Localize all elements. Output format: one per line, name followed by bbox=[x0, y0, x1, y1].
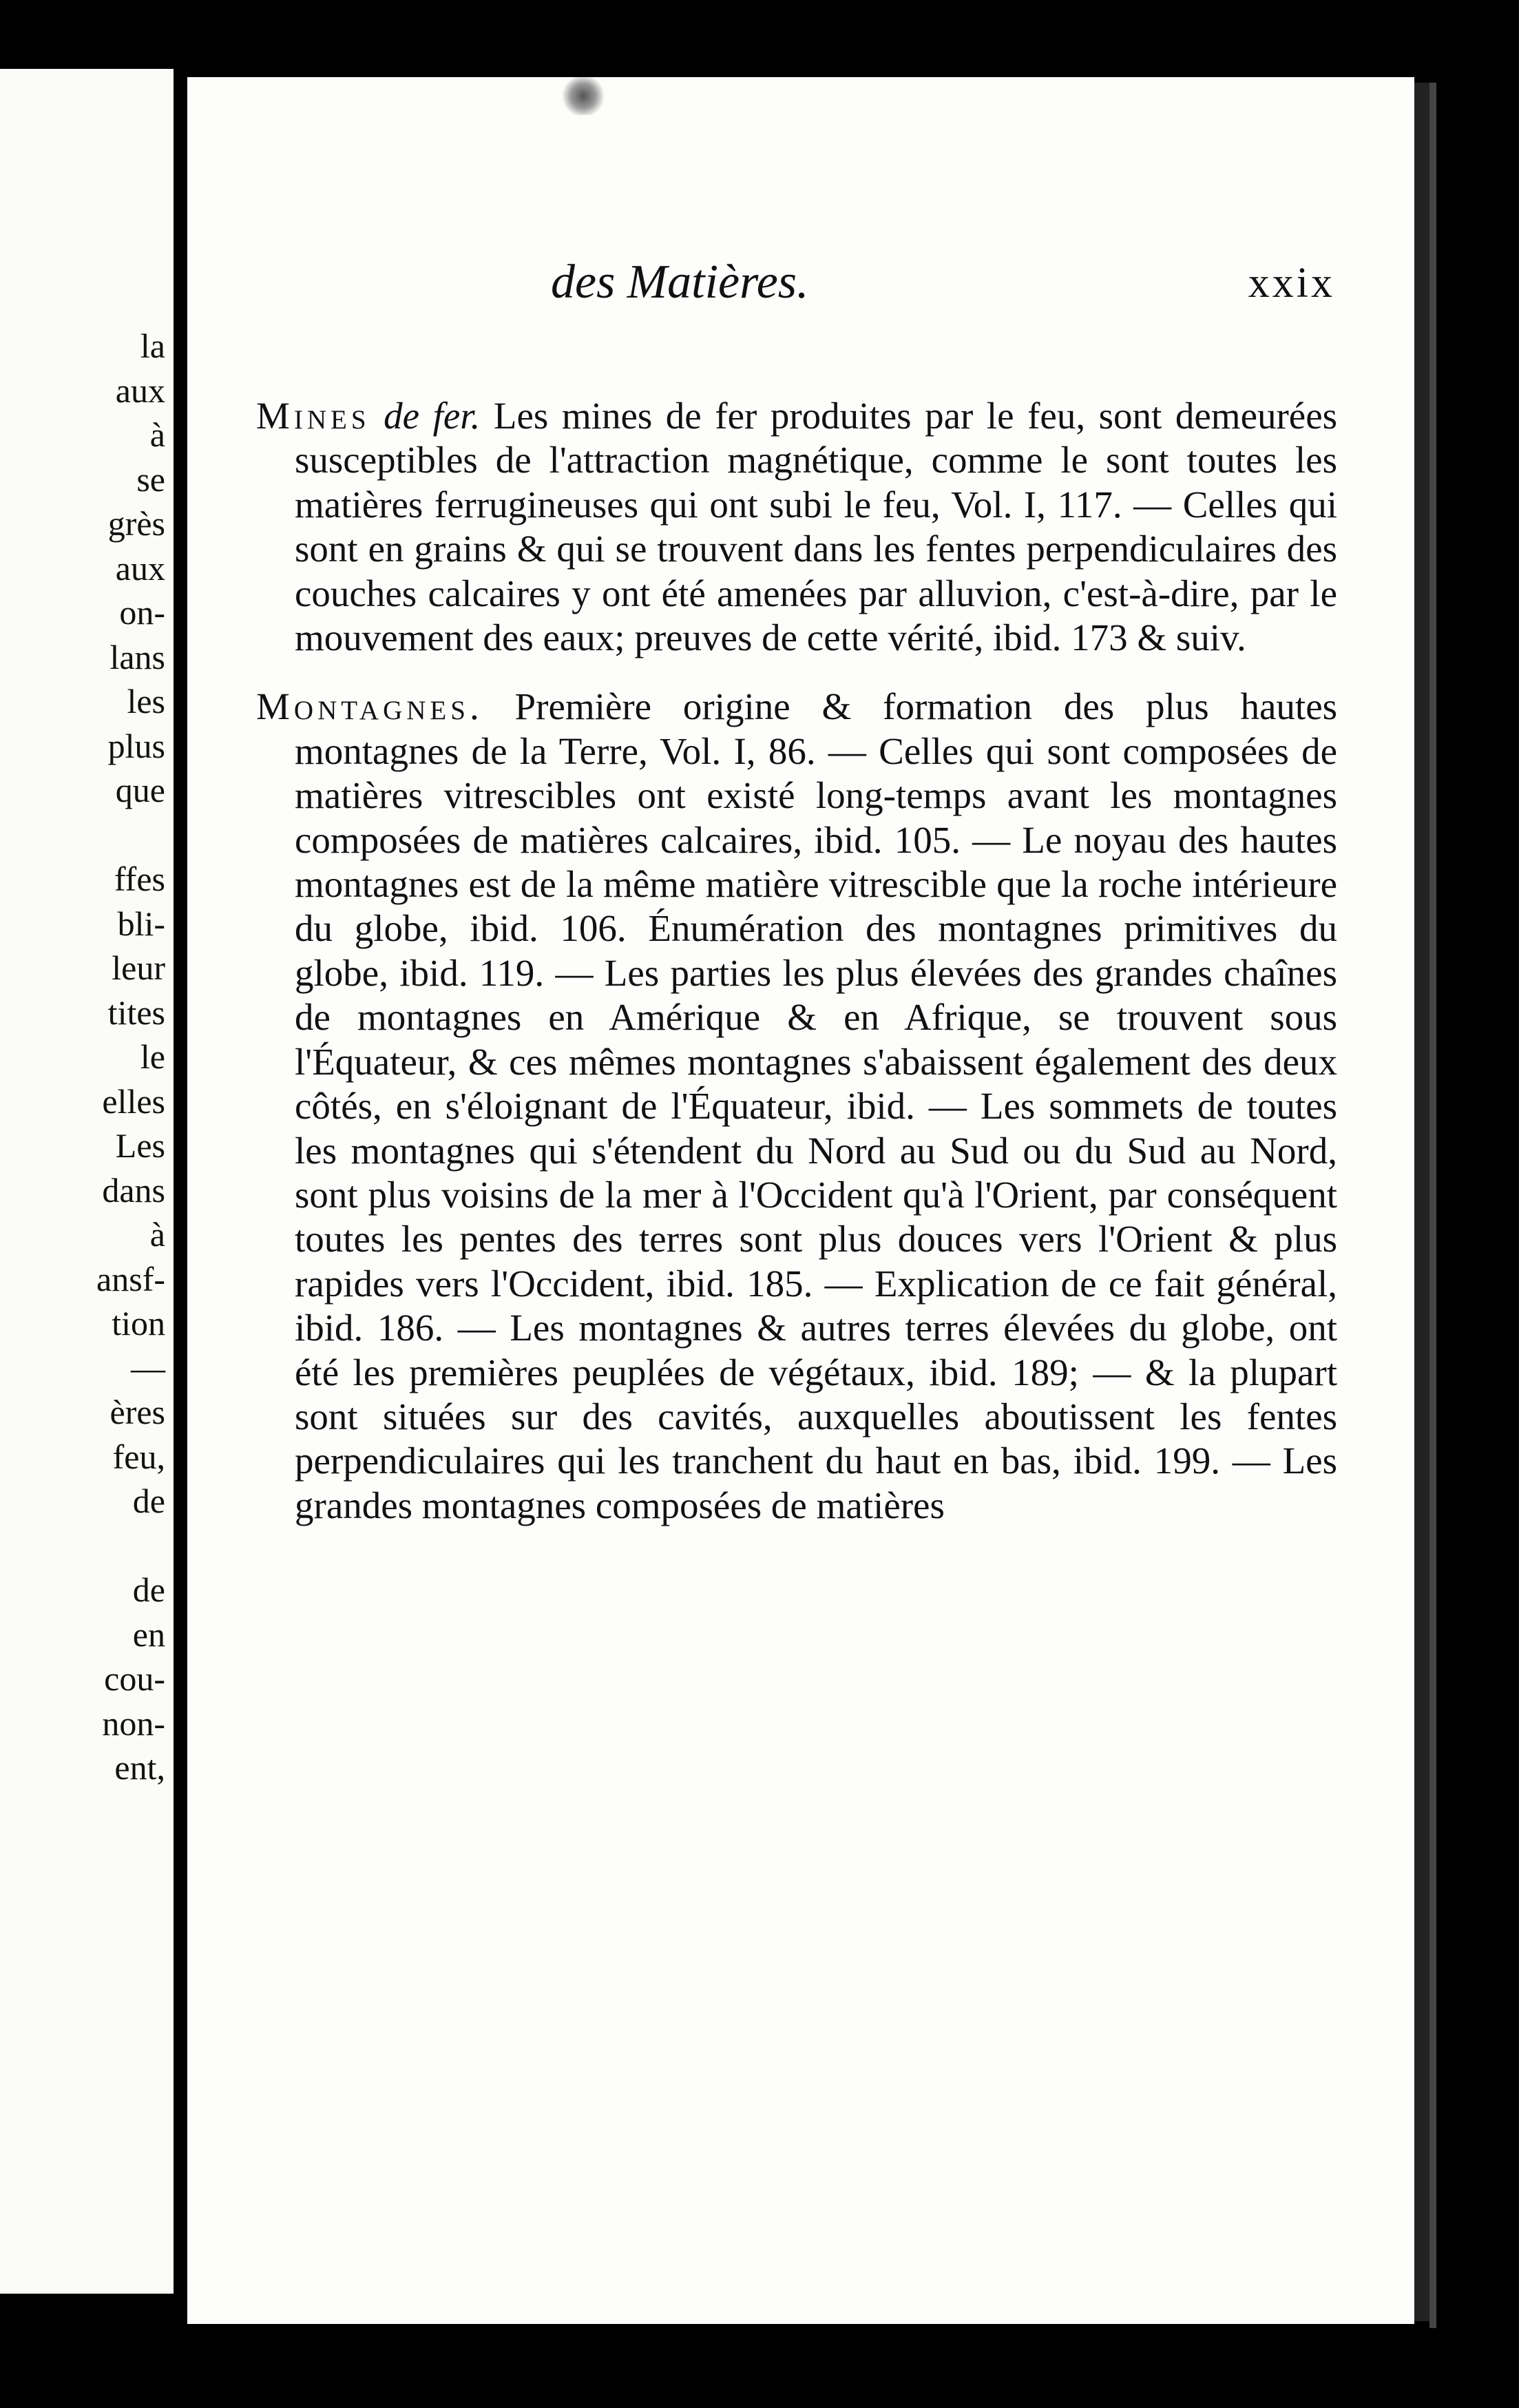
left-page-line-fragment: leur bbox=[112, 948, 165, 987]
page-edge-shadow bbox=[1429, 83, 1436, 2328]
running-title: des Matières. bbox=[551, 256, 809, 309]
left-page-line-fragment: le bbox=[140, 1037, 165, 1076]
left-page-line-fragment: on- bbox=[119, 593, 165, 632]
left-page-line-fragment: dans bbox=[102, 1170, 165, 1210]
left-page-line-fragment: à bbox=[149, 1215, 165, 1254]
left-page-line-fragment: tites bbox=[107, 993, 165, 1032]
left-page-line-fragment: ères bbox=[109, 1393, 165, 1431]
left-page-line-fragment: en bbox=[132, 1615, 165, 1654]
left-page-line-fragment: que bbox=[115, 771, 165, 809]
left-page-line-fragment: — bbox=[131, 1348, 165, 1387]
entry-text: Première origine & formation des plus hautes montagnes de la Terre, Vol. I, 86. — Celles qui sont composées de matières vitrescibles ont existé long-temps avant les montagnes composées de matières calcaires, ibid. 105. — Le noyau des hautes montagnes est de la même matière vitrescible que la roche intérieure du globe, ibid. 106. Énumération des montagnes primitives du globe, ibid. 119. — Les parties les plus élevées des grandes chaînes de montagnes en Amérique & en Afrique, se trouvent sous l'Équateur, & ces mêmes montagnes s'abaissent également des deux côtés, en s'éloignant de l'Équateur, ibid. — Les sommets de toutes les montagnes qui s'étendent du Nord au Sud ou du Sud au Nord, sont plus voisins de la mer à l'Occident qu'à l'Orient, par conséquent toutes les pentes des terres sont plus douces vers l'Orient & plus rapides vers l'Occident, ibid. 185. — Explication de ce fait général, ibid. 186. — Les montagnes & autres terres élevées du globe, ont été les premières peuplées de végétaux, ibid. 189; — & la plupart sont situées sur des cavités, auxquelles aboutissent les fentes perpendiculaires qui les tranchent du haut en bas, ibid. 199. — Les grandes montagnes composées de matières bbox=[295, 685, 1338, 1526]
left-page-line-fragment: lans bbox=[109, 637, 165, 676]
left-page-line-fragment: ffes bbox=[114, 860, 165, 898]
left-page-line-fragment: grès bbox=[107, 504, 165, 543]
left-page-line-fragment: Les bbox=[115, 1126, 165, 1165]
entry-heading: Mines bbox=[256, 395, 370, 437]
index-body bbox=[256, 394, 1337, 1528]
left-page-line-fragment: la bbox=[140, 326, 165, 365]
ink-smudge bbox=[559, 77, 607, 115]
book-gutter bbox=[174, 62, 186, 2307]
left-page-line-fragment: de bbox=[132, 1570, 165, 1609]
book-page bbox=[187, 77, 1414, 2324]
left-page-line-fragment: ent, bbox=[114, 1748, 165, 1787]
left-page-line-fragment: plus bbox=[107, 726, 165, 765]
left-page-line-fragment: aux bbox=[115, 548, 165, 588]
entry-heading: Montagnes. bbox=[256, 685, 483, 728]
left-page-line-fragment: les bbox=[127, 682, 165, 720]
left-page-line-fragment: de bbox=[132, 1482, 165, 1520]
left-page-line-fragment: aux bbox=[115, 371, 165, 410]
index-entry-montagnes bbox=[256, 685, 1337, 1528]
page-number: xxix bbox=[1248, 260, 1335, 307]
page-edge bbox=[1414, 83, 1429, 2321]
left-page-line-fragment: non- bbox=[102, 1703, 165, 1743]
left-page-line-fragment: cou- bbox=[104, 1659, 165, 1698]
left-page-line-fragment: tion bbox=[112, 1304, 165, 1342]
entry-subheading: de fer. bbox=[384, 395, 481, 437]
left-page-line-fragment: à bbox=[149, 415, 165, 454]
left-page-line-fragment: bli- bbox=[117, 904, 165, 943]
entry-text: Les mines de fer produites par le feu, sont demeurées susceptibles de l'attraction magnétique, comme le sont toutes les matières ferrugineuses qui ont subi le feu, Vol. I, 117. — Celles qui sont en grains & qui se trouvent dans les fentes perpendiculaires des couches calcaires y ont été amenées par alluvion, c'est-à-dire, par le mouvement des eaux; preuves de cette vérité, ibid. 173 & suiv. bbox=[295, 395, 1338, 659]
index-entry-mines bbox=[256, 394, 1337, 660]
left-page-line-fragment: feu, bbox=[112, 1437, 165, 1476]
left-page-line-fragment: elles bbox=[102, 1081, 165, 1121]
left-page-line-fragment: se bbox=[136, 459, 165, 499]
left-page-line-fragment: ansf- bbox=[96, 1259, 165, 1298]
previous-page-fragment bbox=[0, 69, 174, 2294]
running-header bbox=[187, 255, 1414, 324]
